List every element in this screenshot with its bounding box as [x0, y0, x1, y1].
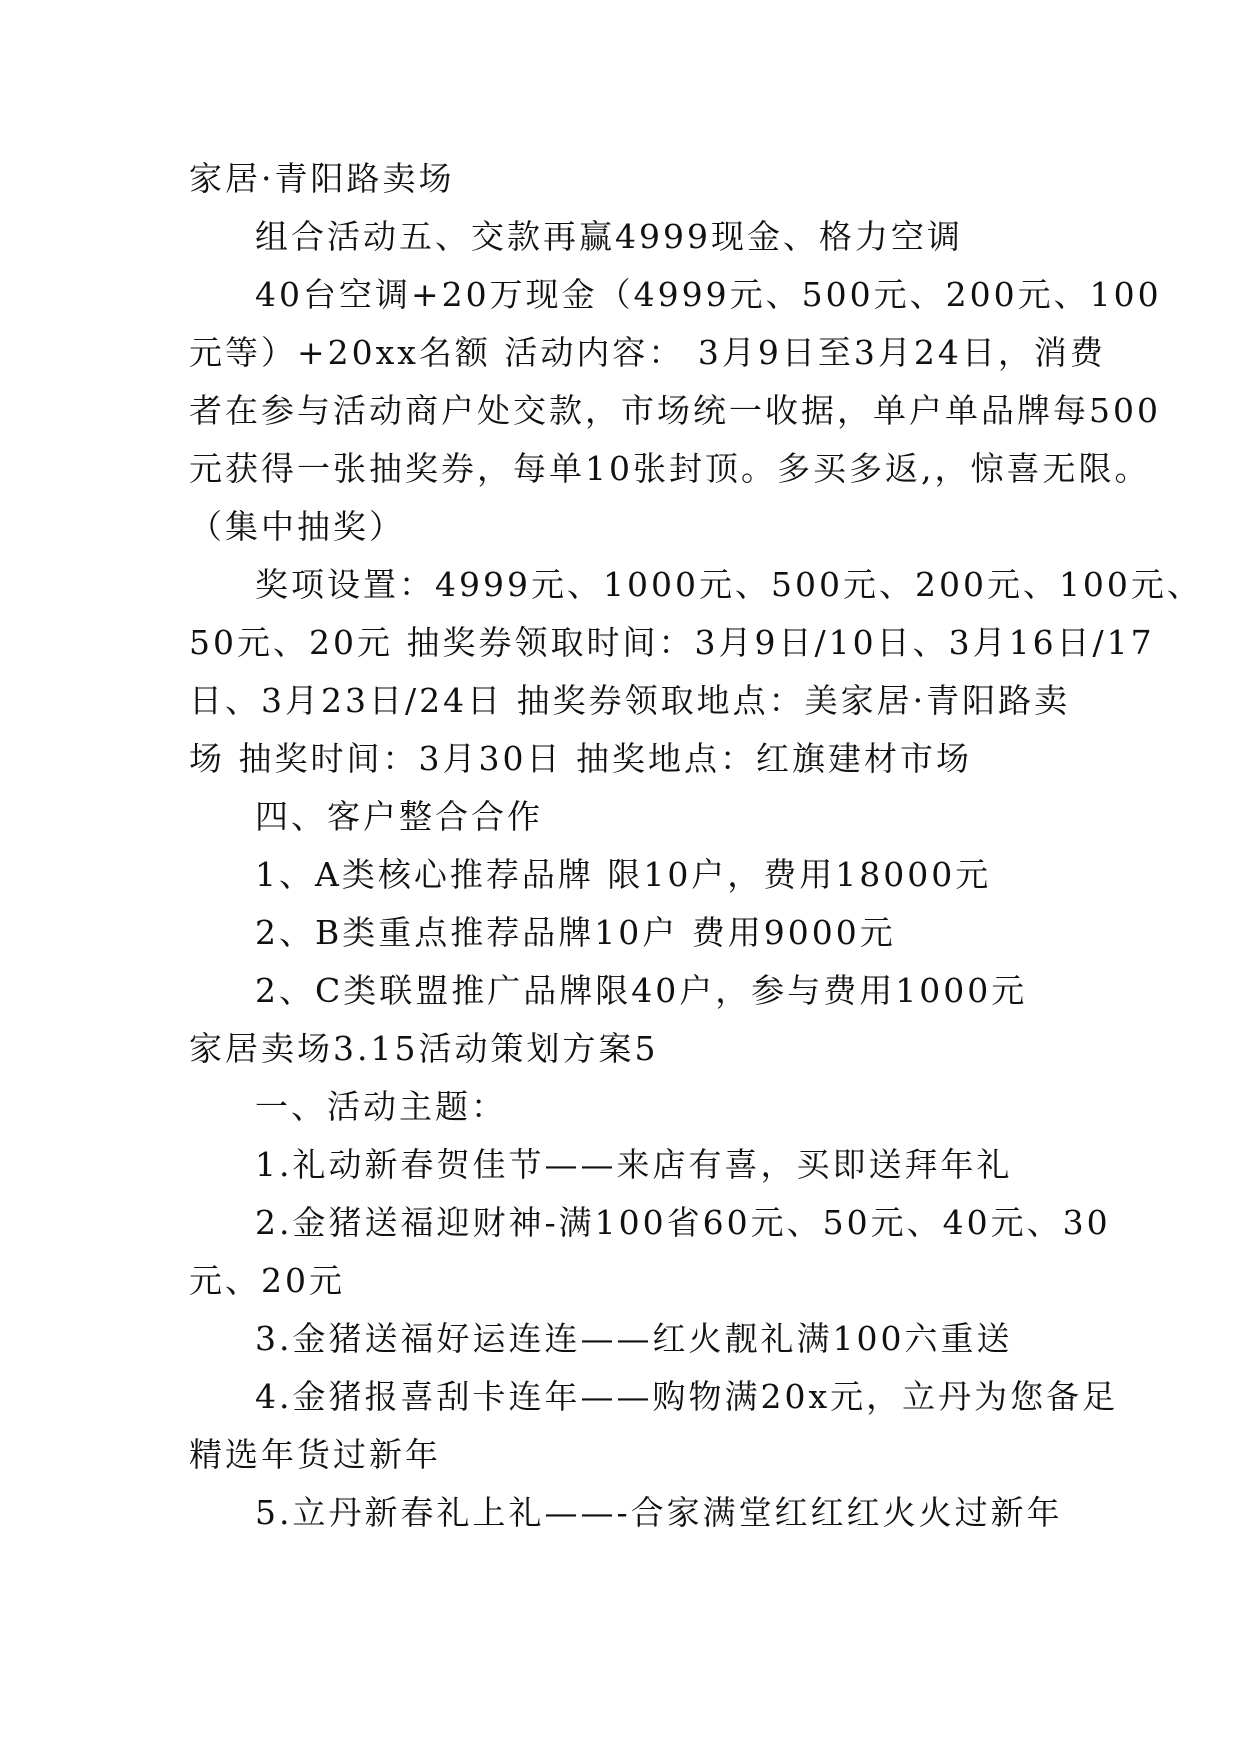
- text-line: （集中抽奖）: [189, 507, 405, 546]
- text-line: 元等）+20xx名额 活动内容： 3月9日至3月24日，消费: [189, 333, 1106, 372]
- text-line: 5.立丹新春礼上礼——-合家满堂红红红火火过新年: [255, 1493, 1063, 1532]
- text-line: 4.金猪报喜刮卡连年——购物满20x元，立丹为您备足: [255, 1377, 1119, 1416]
- text-line: 2、B类重点推荐品牌10户 费用9000元: [255, 913, 896, 952]
- text-line: 日、3月23日/24日 抽奖券领取地点：美家居·青阳路卖: [189, 681, 1071, 720]
- text-line: 1.礼动新春贺佳节——来店有喜，买即送拜年礼: [255, 1145, 1013, 1184]
- document-page: [189, 150, 1203, 1542]
- text-line: 2.金猪送福迎财神-满100省60元、50元、40元、30: [255, 1203, 1111, 1242]
- text-line: 家居·青阳路卖场: [189, 159, 455, 198]
- text-line: 1、A类核心推荐品牌 限10户，费用18000元: [255, 855, 992, 894]
- text-line: 元获得一张抽奖券，每单10张封顶。多买多返,，惊喜无限。: [189, 449, 1151, 488]
- text-line: 元、20元: [189, 1261, 345, 1300]
- document-title: 家居卖场3.15活动策划方案5: [189, 1029, 659, 1068]
- text-line: 3.金猪送福好运连连——红火靓礼满100六重送: [255, 1319, 1013, 1358]
- text-line: 2、C类联盟推广品牌限40户，参与费用1000元: [255, 971, 1028, 1010]
- text-line: 场 抽奖时间：3月30日 抽奖地点：红旗建材市场: [189, 739, 972, 778]
- text-line: 40台空调+20万现金（4999元、500元、200元、100: [255, 275, 1162, 314]
- text-line: 50元、20元 抽奖券领取时间：3月9日/10日、3月16日/17: [189, 623, 1155, 662]
- text-line: 奖项设置：4999元、1000元、500元、200元、100元、: [255, 565, 1203, 604]
- text-line: 者在参与活动商户处交款，市场统一收据，单户单品牌每500: [189, 391, 1161, 430]
- text-line: 精选年货过新年: [189, 1435, 441, 1474]
- text-line: 组合活动五、交款再赢4999现金、格力空调: [255, 217, 963, 256]
- section-heading: 一、活动主题：: [255, 1087, 507, 1126]
- section-heading: 四、客户整合合作: [255, 797, 543, 836]
